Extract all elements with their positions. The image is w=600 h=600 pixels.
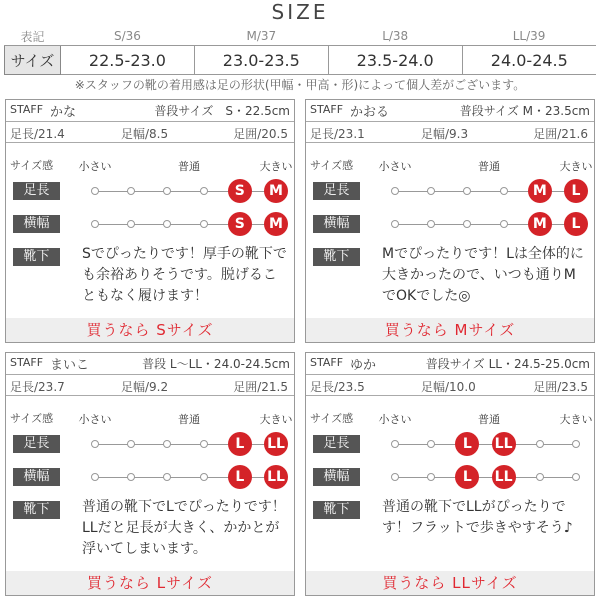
staff-header <box>6 100 294 119</box>
usual-size: 普段サイズ LL・24.5-25.0cm <box>425 357 590 371</box>
fit-scale-dot <box>391 220 399 228</box>
fit-scale-dot <box>572 473 580 481</box>
row-tag-length: 足長 <box>313 182 360 200</box>
staff-header <box>6 353 294 372</box>
fit-label: サイズ感 <box>310 412 354 425</box>
size-pin-length: S <box>228 179 252 203</box>
staff-name: まいこ <box>50 358 90 373</box>
size-value: 23.0-23.5 <box>194 46 328 75</box>
size-pin-width: LL <box>492 465 516 489</box>
usual-size: 普段サイズ S・22.5cm <box>154 104 290 118</box>
fit-scale-dot <box>427 440 435 448</box>
fit-scale-dot <box>500 187 508 195</box>
staff-panel-1 <box>5 99 295 343</box>
row-tag-socks: 靴下 <box>313 501 360 519</box>
size-label: L/38 <box>328 27 462 46</box>
fit-scale-dot <box>200 220 208 228</box>
staff-panel-2 <box>305 99 595 343</box>
scale-large-label: 大きい <box>559 160 593 173</box>
staff-name: ゆか <box>350 358 377 373</box>
fit-scale-dot <box>500 220 508 228</box>
size-table <box>4 27 596 75</box>
fit-scale-dot <box>427 473 435 481</box>
fit-scale-dot <box>200 473 208 481</box>
foot-width: 足幅/9.2 <box>121 380 169 394</box>
size-label: S/36 <box>61 27 195 46</box>
staff-comment: Sでぴったりです！厚手の靴下でも余裕ありそうです。脱げることもなく履けます！ <box>82 246 287 304</box>
size-pin-length: LL <box>492 432 516 456</box>
fit-scale-dot <box>536 440 544 448</box>
size-pin-width: L <box>228 465 252 489</box>
scale-large-label: 大きい <box>559 413 593 426</box>
staff-panel-4 <box>305 352 595 596</box>
foot-length: 足長/23.7 <box>10 380 65 394</box>
staff-header <box>306 100 594 119</box>
scale-large-label: 大きい <box>259 413 293 426</box>
row-tag-length: 足長 <box>13 435 60 453</box>
size-pin-width: L <box>455 465 479 489</box>
foot-girth: 足囲/21.6 <box>533 127 588 141</box>
fit-scale-dot <box>200 187 208 195</box>
staff-name: かな <box>50 105 77 120</box>
fit-scale-dot <box>127 440 135 448</box>
foot-width: 足幅/10.0 <box>421 380 476 394</box>
foot-girth: 足囲/23.5 <box>533 380 588 394</box>
staff-panel-3 <box>5 352 295 596</box>
size-label: M/37 <box>194 27 328 46</box>
size-pin-length: L <box>228 432 252 456</box>
foot-measurements <box>6 374 294 396</box>
foot-length: 足長/23.5 <box>310 380 365 394</box>
fit-scale-dot <box>91 220 99 228</box>
fit-scale-dot <box>572 440 580 448</box>
usual-size: 普段サイズ M・23.5cm <box>459 104 590 118</box>
scale-normal-label: 普通 <box>178 160 200 173</box>
size-recommendation: 買うなら Lサイズ <box>6 571 294 595</box>
foot-measurements <box>306 374 594 396</box>
staff-comment: 普通の靴下でLLがぴったりです！フラットで歩きやすそう♪ <box>382 499 573 536</box>
foot-girth: 足囲/21.5 <box>233 380 288 394</box>
size-title: SIZE <box>271 0 329 24</box>
fit-label: サイズ感 <box>10 159 54 172</box>
size-pin-width: S <box>228 212 252 236</box>
fit-scale-dot <box>163 440 171 448</box>
fit-scale-dot <box>163 220 171 228</box>
size-pin-length: M <box>528 179 552 203</box>
size-pin-width: L <box>564 212 588 236</box>
fit-scale-dot <box>391 187 399 195</box>
fit-scale-dot <box>200 440 208 448</box>
fit-note: ※スタッフの靴の着用感は足の形状(甲幅・甲高・形)によって個人差がございます。 <box>74 78 526 92</box>
fit-scale-dot <box>463 220 471 228</box>
size-pin-length: M <box>264 179 288 203</box>
scale-small-label: 小さい <box>78 413 112 426</box>
size-pin-length: LL <box>264 432 288 456</box>
foot-girth: 足囲/20.5 <box>233 127 288 141</box>
row-tag-width: 横幅 <box>13 468 60 486</box>
fit-label: サイズ感 <box>310 159 354 172</box>
fit-scale-dot <box>163 187 171 195</box>
size-pin-length: L <box>455 432 479 456</box>
fit-label: サイズ感 <box>10 412 54 425</box>
fit-scale-dot <box>127 187 135 195</box>
fit-scale-dot <box>127 473 135 481</box>
size-value: 24.0-24.5 <box>462 46 596 75</box>
fit-scale-dot <box>91 440 99 448</box>
scale-large-label: 大きい <box>259 160 293 173</box>
scale-normal-label: 普通 <box>478 413 500 426</box>
fit-scale-dot <box>91 473 99 481</box>
size-label: LL/39 <box>462 27 596 46</box>
scale-small-label: 小さい <box>78 160 112 173</box>
row-tag-width: 横幅 <box>313 468 360 486</box>
size-value: 23.5-24.0 <box>328 46 462 75</box>
row-tag-socks: 靴下 <box>13 501 60 519</box>
fit-scale-track <box>395 477 576 478</box>
size-table-value-row <box>5 46 597 75</box>
size-pin-width: M <box>264 212 288 236</box>
size-pin-length: L <box>564 179 588 203</box>
staff-header <box>306 353 594 372</box>
staff-comment: 普通の靴下でLでぴったりです！LLだと足長が大きく、かかとが浮いてしまいます。 <box>82 499 286 557</box>
foot-measurements <box>6 121 294 143</box>
fit-scale-dot <box>427 220 435 228</box>
fit-scale-dot <box>163 473 171 481</box>
row-tag-socks: 靴下 <box>313 248 360 266</box>
foot-width: 足幅/8.5 <box>121 127 169 141</box>
row-tag-width: 横幅 <box>13 215 60 233</box>
size-pin-width: M <box>528 212 552 236</box>
foot-length: 足長/23.1 <box>310 127 365 141</box>
size-recommendation: 買うなら Mサイズ <box>306 318 594 342</box>
fit-scale-dot <box>391 473 399 481</box>
fit-scale-dot <box>463 187 471 195</box>
size-recommendation: 買うなら LLサイズ <box>306 571 594 595</box>
foot-measurements <box>306 121 594 143</box>
fit-scale-track <box>395 444 576 445</box>
scale-normal-label: 普通 <box>178 413 200 426</box>
row-tag-socks: 靴下 <box>13 248 60 266</box>
size-recommendation: 買うなら Sサイズ <box>6 318 294 342</box>
staff-label: STAFF <box>10 103 44 116</box>
row-tag-width: 横幅 <box>313 215 360 233</box>
size-row-label: サイズ <box>5 46 61 75</box>
scale-small-label: 小さい <box>378 160 412 173</box>
scale-small-label: 小さい <box>378 413 412 426</box>
size-pin-width: LL <box>264 465 288 489</box>
size-value: 22.5-23.0 <box>61 46 195 75</box>
usual-size: 普段 L～LL・24.0-24.5cm <box>142 357 290 371</box>
staff-comment: Mでぴったりです！Lは全体的に大きかったので、いつも通りMでOKでした◎ <box>382 246 584 304</box>
foot-length: 足長/21.4 <box>10 127 65 141</box>
staff-label: STAFF <box>10 356 44 369</box>
foot-width: 足幅/9.3 <box>421 127 469 141</box>
row-tag-length: 足長 <box>13 182 60 200</box>
fit-scale-dot <box>391 440 399 448</box>
fit-scale-dot <box>427 187 435 195</box>
staff-name: かおる <box>350 105 390 120</box>
fit-scale-dot <box>91 187 99 195</box>
row-tag-length: 足長 <box>313 435 360 453</box>
fit-scale-dot <box>127 220 135 228</box>
staff-label: STAFF <box>310 103 344 116</box>
size-header-label: 表記 <box>5 27 61 46</box>
staff-label: STAFF <box>310 356 344 369</box>
size-table-header-row <box>5 27 597 46</box>
fit-scale-dot <box>536 473 544 481</box>
scale-normal-label: 普通 <box>478 160 500 173</box>
